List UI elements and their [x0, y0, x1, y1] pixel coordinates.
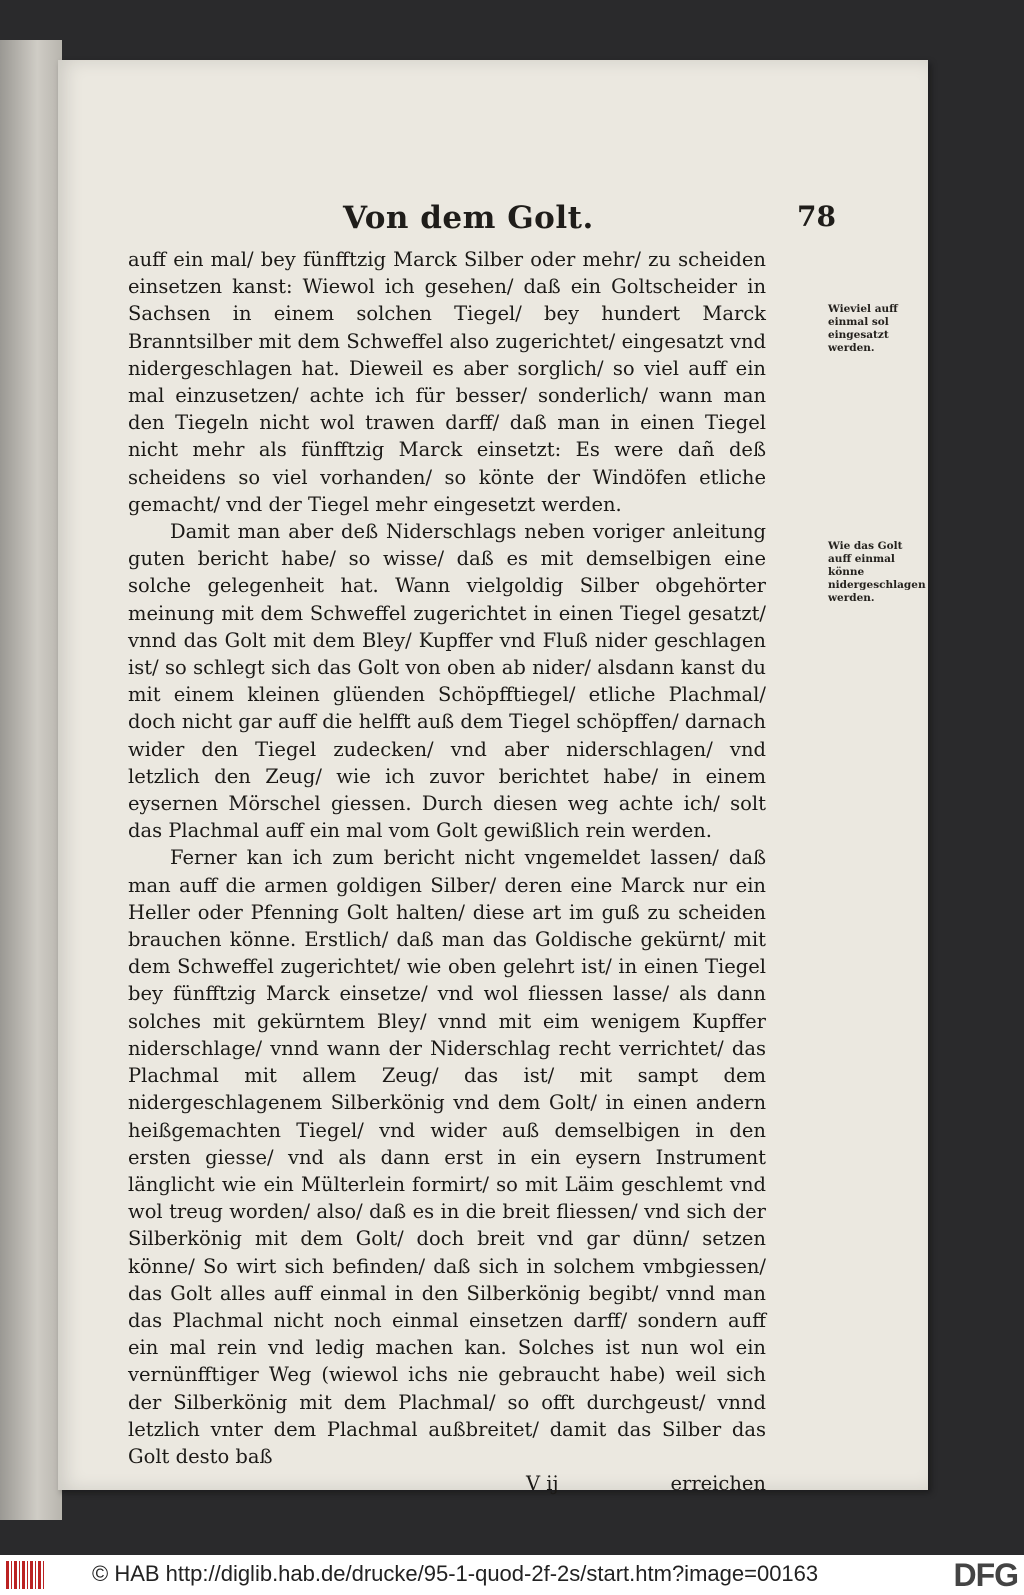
book-page — [58, 60, 928, 1496]
marginal-note: Wieviel auff einmal sol eingesatzt werden. — [828, 303, 898, 354]
credit-link[interactable]: © HAB http://diglib.hab.de/drucke/95-1-quod-2f-2s/start.htm?image=00163 — [92, 1561, 819, 1586]
page-content — [128, 200, 926, 1500]
paragraph: Damit man aber deß Niderschlags neben voriger anleitung guten bericht habe/ so wisse/ daß es mit demselbigen eine solche gelegenheit hat. Wann vielgoldig Silber obgehörter meinung mit dem Schweffel zugerichtet in einen Tiegel gesatzt/ vnnd das Golt mit dem Bley/ Kupffer vnd Fluß nider geschlagen ist/ so schlegt sich das Golt von oben ab nider/ alsdann kanst du mit einem kleinen glüenden Schöpfftiegel/ etliche Plachmal/ doch nicht gar auff die helfft auß dem Tiegel schöpffen/ darnach wider den Tiegel zudecken/ vnd aber niderschlagen/ vnd letzlich den Zeug/ wie ich zuvor berichtet habe/ in einem eysernen Mörschel giessen. Durch diesen weg achte ich/ solt das Plachmal auff ein mal vom Golt gewißlich rein werden. — [128, 520, 766, 843]
signature-mark: V ij — [526, 1472, 559, 1496]
barcode-icon — [6, 1561, 46, 1589]
marginal-note: Wie das Golt auff einmal könne nidergeschlagen werden. — [828, 540, 926, 604]
page-number: 78 — [797, 200, 836, 233]
catchword: erreichen — [670, 1472, 766, 1496]
paragraph: Ferner kan ich zum bericht nicht vngemeldet lassen/ daß man auff die armen goldigen Silber/ deren eine Marck nur ein Heller oder Pfenning Golt halten/ diese art im guß zu scheiden brauchen könne. Erstlich/ daß man das Goldische gekürnt/ mit dem Schweffel zugerichtet/ wie oben gelehrt ist/ in einen Tiegel bey fünfftzig Marck einsetze/ vnd wol fliessen lasse/ als dann solches mit gekürntem Bley/ vnnd mit eim wenigem Kupffer niderschlage/ vnnd wann der Niderschlag recht verrichtet/ das Plachmal mit allem Zeug/ das ist/ mit sampt dem nidergeschlagenem Silberkönig vnd dem Golt/ in einen andern heißgemachten Tiegel/ vnd wider auß demselbigen in den ersten giesse/ vnd als dann erst in ein eysern Instrument länglicht wie ein Mülterlein formirt/ so mit Läim geschlemt vnd wol treug worden/ also/ daß es in die breit fliessen/ vnd sich der Silberkönig mit dem Golt/ doch breit vnd gar dünn/ setzen könne/ So wirt sich befinden/ daß sich in solchem vmbgiessen/ das Golt alles auff einmal in den Silberkönig begibt/ vnnd man das Plachmal nicht noch einmal einsetzen darff/ sondern auff ein mal rein vnd ledig machen kan. Solches ist nun wol ein vernünfftiger Weg (wiewol ichs nie gebraucht habe) weil sich der Silberkönig mit dem Plachmal/ so offt durchgeust/ vnnd letzlich vnter dem Plachmal außbreitet/ damit das Silber das Golt desto baß — [128, 846, 766, 1468]
body-text — [128, 246, 766, 1470]
page-header — [128, 200, 836, 246]
running-head: Von dem Golt. — [343, 200, 594, 236]
book-left-page-edge — [0, 40, 62, 1520]
dfg-logo: DFG — [953, 1557, 1018, 1593]
page-footer-line — [128, 1472, 766, 1500]
credit-bar — [0, 1555, 1024, 1595]
paragraph: auff ein mal/ bey fünfftzig Marck Silber oder mehr/ zu scheiden einsetzen kanst: Wiewol ich gesehen/ daß ein Goltscheider in Sachsen in einem solchen Tiegel/ bey hundert Marck Branntsilber mit dem Schweffel also zugerichtet/ eingesatzt vnd nidergeschlagen hat. Dieweil es aber sorglich/ so viel auff ein mal einzusetzen/ achte ich für besser/ sonderlich/ wann man den Tiegeln nicht wol trawen darff/ daß man in einen Tiegel nicht mehr als fünfftzig Marck einsetzt: Es were dañ deß scheidens so viel vorhanden/ so könte der Windöfen etliche gemacht/ vnd der Tiegel mehr eingesetzt werden. — [128, 248, 766, 516]
